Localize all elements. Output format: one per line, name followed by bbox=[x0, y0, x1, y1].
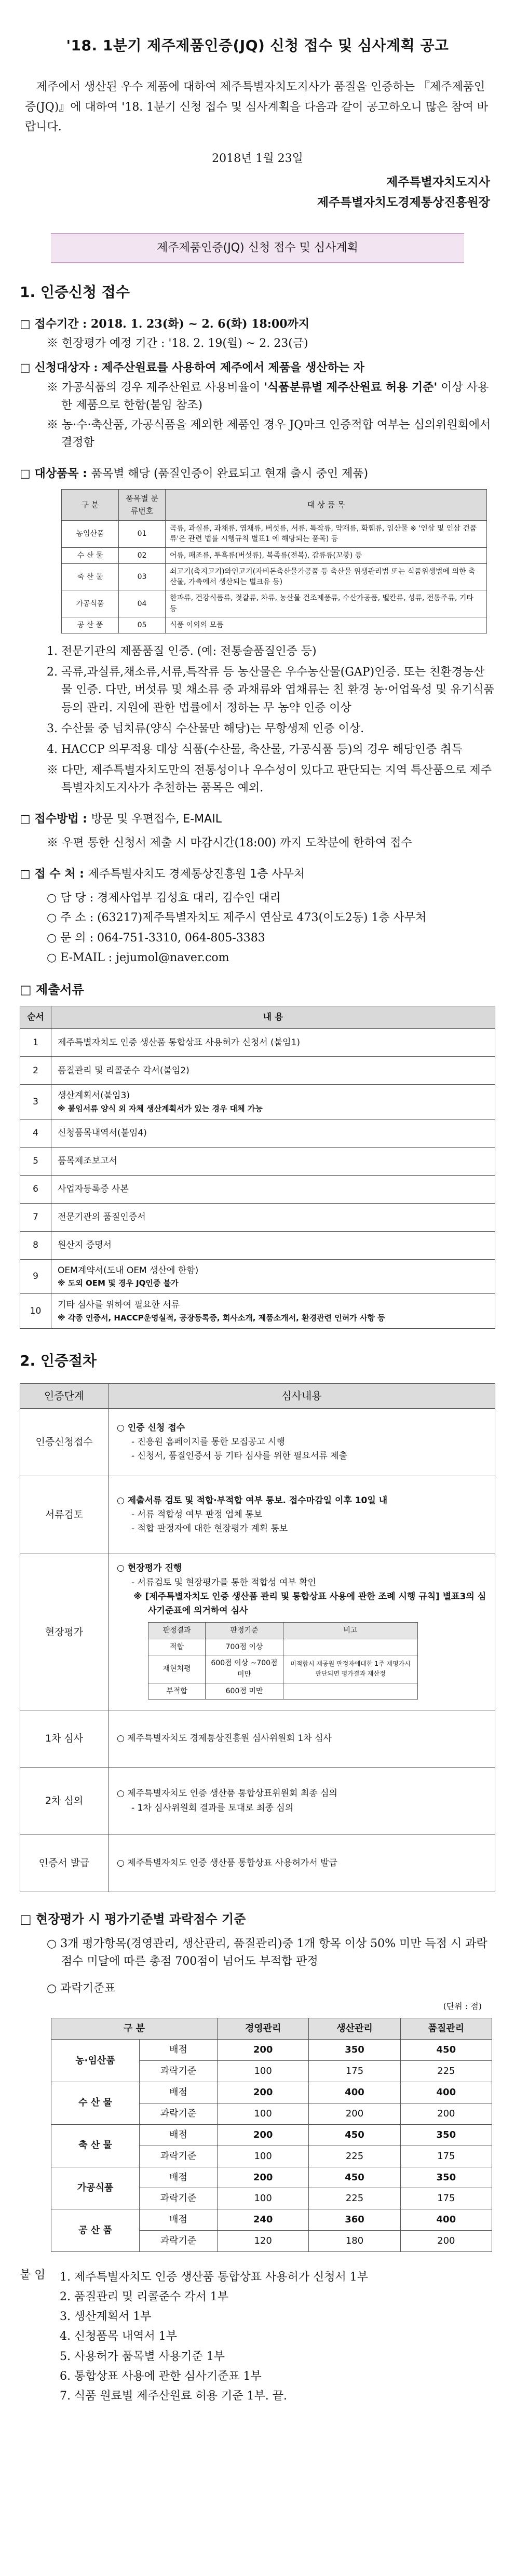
office-contact: ○ 담 당 : 경제사업부 김성효 대리, 김수인 대리 bbox=[47, 892, 281, 905]
score-value: 400 bbox=[309, 2082, 400, 2103]
cat-desc: 쇠고기(축지고기)와인고기(자비돈축산물가공품 등 축산물 위생관리법 또는 식품위생법에 의한 축산물, 가축에서 생산되는 벌크유 등) bbox=[166, 563, 487, 590]
proc-desc bbox=[109, 1768, 495, 1835]
doc-cell bbox=[51, 1175, 495, 1203]
office-address: ○ 주 소 : (63217)제주특별자치도 제주시 연삼로 473(이도2동) 1층 사무처 bbox=[47, 911, 427, 925]
list-item: 3. 생산계획서 1부 bbox=[60, 2310, 152, 2324]
score-value: 200 bbox=[218, 2040, 309, 2061]
office-label: □ 접 수 처 : bbox=[20, 868, 84, 881]
doc-text: 제주특별자치도 인증 생산품 통합상표 사용허가 신청서 (붙임1) bbox=[58, 1037, 301, 1048]
cat-code: 03 bbox=[119, 563, 166, 590]
table-row bbox=[62, 520, 487, 547]
list-item: 3. 수산물 중 넙치류(양식 수산물만 해당)는 무항생제 인증 이상. bbox=[47, 722, 364, 735]
proc-header-content: 심사내용 bbox=[109, 1384, 495, 1409]
score-value: 450 bbox=[309, 2167, 400, 2188]
section-2-heading: 2. 인증절차 bbox=[20, 1352, 97, 1369]
category-table bbox=[61, 489, 487, 633]
score-value: 400 bbox=[400, 2209, 492, 2231]
score-category: 공 산 품 bbox=[51, 2209, 140, 2252]
cutoff-score-table bbox=[51, 2018, 492, 2252]
proc-line: ○ 인증 신청 접수 bbox=[117, 1423, 185, 1434]
table-row bbox=[20, 1476, 495, 1554]
doc-number: 5 bbox=[20, 1147, 51, 1175]
table-row bbox=[20, 1294, 495, 1329]
score-value: 175 bbox=[400, 2146, 492, 2167]
items-value: 품목별 해당 (품질인증이 완료되고 현재 출시 중인 제품) bbox=[91, 467, 369, 481]
score-kind: 배점 bbox=[140, 2040, 218, 2061]
cat-code: 04 bbox=[119, 590, 166, 617]
cat-name: 가공식품 bbox=[62, 590, 119, 617]
eval-header-note: 비고 bbox=[283, 1623, 418, 1639]
method-label: □ 접수방법 : bbox=[20, 813, 87, 826]
score-value: 240 bbox=[218, 2209, 309, 2231]
doc-cell bbox=[51, 1057, 495, 1085]
eval-result: 부적합 bbox=[148, 1683, 206, 1699]
doc-number: 1 bbox=[20, 1029, 51, 1057]
score-unit: (단위 : 점) bbox=[443, 2001, 482, 2011]
office-phone: ○ 문 의 : 064-751-3310, 064-805-3383 bbox=[47, 931, 265, 945]
table-row bbox=[20, 1409, 495, 1476]
score-value: 200 bbox=[309, 2103, 400, 2124]
table-row bbox=[62, 547, 487, 563]
table-row bbox=[51, 2040, 492, 2061]
proc-desc bbox=[109, 1554, 495, 1710]
target-note-1-text-a: ※ 가공식품의 경우 제주산원료 사용비율이 bbox=[47, 381, 264, 394]
attachments-label: 붙 임 bbox=[20, 2269, 46, 2282]
doc-cell bbox=[51, 1231, 495, 1259]
score-kind: 배점 bbox=[140, 2082, 218, 2103]
score-value: 175 bbox=[400, 2188, 492, 2209]
docs-header-content: 내 용 bbox=[51, 1006, 495, 1028]
score-value: 175 bbox=[309, 2061, 400, 2082]
doc-text: 신청품목내역서(붙임4) bbox=[58, 1128, 147, 1139]
table-row bbox=[20, 1057, 495, 1085]
cat-code: 02 bbox=[119, 547, 166, 563]
attachments-list bbox=[60, 2267, 485, 2407]
cat-name: 축 산 물 bbox=[62, 563, 119, 590]
doc-text: 사업자등록증 사본 bbox=[58, 1184, 129, 1195]
proc-desc bbox=[109, 1476, 495, 1554]
cat-code: 05 bbox=[119, 617, 166, 633]
score-value: 350 bbox=[400, 2124, 492, 2146]
score-kind: 과락기준 bbox=[140, 2103, 218, 2124]
score-category: 가공식품 bbox=[51, 2167, 140, 2209]
table-row bbox=[20, 1835, 495, 1892]
score-kind: 과락기준 bbox=[140, 2188, 218, 2209]
cat-desc: 어류, 패조류, 투흑류(버섯류), 복족류(전복), 갑류류(꼬붕) 등 bbox=[166, 547, 487, 563]
proc-desc bbox=[109, 1835, 495, 1892]
proc-step: 현장평가 bbox=[20, 1554, 109, 1710]
table-row bbox=[148, 1655, 418, 1683]
period-value: 2018. 1. 23(화) ~ 2. 6(화) 18:00까지 bbox=[90, 317, 310, 331]
table-row bbox=[20, 1175, 495, 1203]
cat-code: 01 bbox=[119, 520, 166, 547]
score-category: 축 산 물 bbox=[51, 2124, 140, 2167]
intro-paragraph: 제주에서 생산된 우수 제품에 대하여 제주특별자치도지사가 품질을 인증하는 『제주제품인증(JQ)』에 대하여 '18. 1분기 신청 접수 및 심사계획을 다음과 같이 공고하오니 많은 참여 바랍니다. bbox=[25, 80, 489, 134]
proc-line: - 진흥원 홈페이지를 통한 모집공고 시행 bbox=[131, 1437, 285, 1448]
doc-text: 기타 심사를 위하여 필요한 서류 bbox=[58, 1300, 180, 1311]
proc-line: - 적합 판정자에 대한 현장평가 계획 통보 bbox=[131, 1523, 288, 1534]
cat-name: 농임산품 bbox=[62, 520, 119, 547]
proc-line: - 서류검토 및 현장평가를 통한 적합성 여부 확인 bbox=[131, 1577, 316, 1588]
doc-number: 6 bbox=[20, 1175, 51, 1203]
table-row bbox=[20, 1029, 495, 1057]
requirements-list bbox=[20, 643, 495, 797]
eval-result: 재현처평 bbox=[148, 1655, 206, 1683]
method-note: ※ 우편 통한 신청서 제출 시 마감시간(18:00) 까지 도착분에 한하여 접수 bbox=[47, 837, 412, 850]
section-1-heading: 1. 인증신청 접수 bbox=[20, 284, 130, 301]
proc-desc bbox=[109, 1710, 495, 1768]
score-category: 수 산 물 bbox=[51, 2082, 140, 2125]
table-row bbox=[62, 563, 487, 590]
proc-line: ○ 제주특별자치도 경제통상진흥원 심사위원회 1차 심사 bbox=[117, 1733, 332, 1744]
score-value: 225 bbox=[309, 2146, 400, 2167]
score-value: 350 bbox=[309, 2040, 400, 2061]
method-line bbox=[20, 811, 495, 828]
eval-header-result: 판정결과 bbox=[148, 1623, 206, 1639]
score-value: 450 bbox=[400, 2040, 492, 2061]
cat-desc: 식품 이외의 모품 bbox=[166, 617, 487, 633]
target-note-1-text-b: '식품분류별 제주산원료 허용 기준' bbox=[264, 380, 438, 394]
list-item: 1. 전문기관의 제품품질 인증. (예: 전통술품질인증 등) bbox=[47, 645, 317, 658]
proc-line: ※ [제주특별자치도 인증 생산품 관리 및 통합상표 사용에 관한 조례 시행 규칙] 별표3의 심사기준표에 의거하여 심사 bbox=[133, 1591, 486, 1616]
office-line bbox=[20, 866, 495, 883]
doc-note: ※ 붙임서류 양식 외 자체 생산계획서가 있는 경우 대체 가능 bbox=[58, 1103, 263, 1113]
table-row bbox=[20, 1231, 495, 1259]
score-subheading: ○ 과락기준표 bbox=[47, 1982, 116, 1995]
score-value: 120 bbox=[218, 2231, 309, 2252]
score-value: 100 bbox=[218, 2103, 309, 2124]
procedure-table bbox=[20, 1383, 495, 1892]
table-row bbox=[20, 1085, 495, 1120]
score-kind: 과락기준 bbox=[140, 2061, 218, 2082]
eval-criteria: 600점 이상 ~700점 미만 bbox=[206, 1655, 283, 1683]
score-kind: 과락기준 bbox=[140, 2231, 218, 2252]
score-value: 100 bbox=[218, 2146, 309, 2167]
list-item: 6. 통합상표 사용에 관한 심사기준표 1부 bbox=[60, 2369, 262, 2383]
table-row bbox=[20, 1147, 495, 1175]
doc-cell bbox=[51, 1294, 495, 1329]
period-line bbox=[20, 315, 495, 333]
doc-note: ※ 도외 OEM 및 경우 JQ인증 불가 bbox=[58, 1278, 179, 1288]
table-row bbox=[148, 1683, 418, 1699]
proc-line: ○ 현장평가 진행 bbox=[117, 1563, 182, 1574]
doc-cell bbox=[51, 1029, 495, 1057]
score-value: 225 bbox=[309, 2188, 400, 2209]
issuer-block bbox=[20, 172, 490, 212]
table-row bbox=[62, 590, 487, 617]
score-header-management: 경영관리 bbox=[218, 2018, 309, 2040]
period-label: □ 접수기간 : bbox=[20, 317, 87, 331]
score-kind: 배점 bbox=[140, 2124, 218, 2146]
proc-line: ○ 제주특별자치도 인증 생산품 통합상표위원회 최종 심의 bbox=[117, 1788, 337, 1799]
docs-heading: □ 제출서류 bbox=[20, 982, 84, 997]
eval-header-criteria: 판정기준 bbox=[206, 1623, 283, 1639]
table-row bbox=[20, 1554, 495, 1710]
doc-text: 전문기관의 품질인증서 bbox=[58, 1212, 146, 1223]
doc-cell bbox=[51, 1203, 495, 1231]
score-value: 450 bbox=[309, 2124, 400, 2146]
proc-desc bbox=[109, 1409, 495, 1476]
score-header-production: 생산관리 bbox=[309, 2018, 400, 2040]
cat-header-items: 대 상 품 목 bbox=[166, 490, 487, 521]
doc-text: 품목제조보고서 bbox=[58, 1156, 117, 1167]
doc-number: 7 bbox=[20, 1203, 51, 1231]
issuer-agency: 제주특별자치도경제통상진흥원장 bbox=[317, 195, 490, 210]
proc-step: 1차 심사 bbox=[20, 1710, 109, 1768]
eval-result: 적합 bbox=[148, 1639, 206, 1655]
period-note: ※ 현장평가 예정 기간 : '18. 2. 19(월) ~ 2. 23(금) bbox=[47, 336, 308, 350]
score-category: 농·임산품 bbox=[51, 2040, 140, 2082]
score-value: 200 bbox=[218, 2082, 309, 2103]
document-title: '18. 1분기 제주제품인증(JQ) 신청 접수 및 심사계획 공고 bbox=[66, 37, 449, 54]
eval-note bbox=[283, 1639, 418, 1655]
score-value: 350 bbox=[400, 2167, 492, 2188]
target-note-1-text-c: 이상 사용한 제품으로 한함(붙임 참조) bbox=[61, 381, 489, 412]
target-note-2: ※ 농·수·축산품, 가공식품을 제외한 제품인 경우 JQ마크 인증적합 여부는 심의위원회에서 결정함 bbox=[47, 419, 491, 450]
list-item: 5. 사용허가 품목별 사용기준 1부 bbox=[60, 2350, 225, 2363]
office-value: 제주특별자치도 경제통상진흥원 1층 사무처 bbox=[88, 868, 305, 881]
table-row bbox=[62, 617, 487, 633]
documents-table bbox=[20, 1006, 495, 1329]
items-line bbox=[20, 465, 495, 483]
table-row bbox=[20, 1259, 495, 1294]
score-description: ○ 3개 평가항목(경영관리, 생산관리, 품질관리)중 1개 항목 이상 50% 미만 득점 시 과락점수 미달에 따른 총점 700점이 넘어도 부적합 판정 bbox=[47, 1937, 487, 1968]
eval-criteria: 600점 미만 bbox=[206, 1683, 283, 1699]
table-row bbox=[51, 2082, 492, 2103]
score-value: 180 bbox=[309, 2231, 400, 2252]
target-note-1 bbox=[20, 379, 495, 414]
table-row bbox=[51, 2209, 492, 2231]
cat-name: 공 산 품 bbox=[62, 617, 119, 633]
doc-number: 4 bbox=[20, 1119, 51, 1147]
score-value: 200 bbox=[218, 2167, 309, 2188]
cat-name: 수 산 물 bbox=[62, 547, 119, 563]
items-label: □ 대상품목 : bbox=[20, 467, 87, 481]
doc-number: 9 bbox=[20, 1259, 51, 1294]
proc-line: - 서류 적합성 여부 판정 업체 통보 bbox=[131, 1509, 263, 1520]
doc-cell bbox=[51, 1147, 495, 1175]
proc-step: 2차 심의 bbox=[20, 1768, 109, 1835]
proc-step: 인증신청접수 bbox=[20, 1409, 109, 1476]
doc-number: 10 bbox=[20, 1294, 51, 1329]
table-row bbox=[20, 1710, 495, 1768]
cat-header-code: 품목별 분류번호 bbox=[119, 490, 166, 521]
list-item: 7. 식품 원료별 제주산원료 허용 기준 1부. 끝. bbox=[60, 2389, 287, 2403]
proc-line: - 1차 심사위원회 결과를 토대로 최종 심의 bbox=[131, 1802, 294, 1813]
table-row bbox=[20, 1203, 495, 1231]
eval-note: 미적합시 재공원 판정자에대한 1주 재평가시 판단되면 평가결과 재산정 bbox=[283, 1655, 418, 1683]
doc-text: 품질관리 및 리콜준수 각서(붙임2) bbox=[58, 1065, 189, 1076]
doc-cell bbox=[51, 1119, 495, 1147]
list-item: 4. HACCP 의무적용 대상 식품(수산물, 축산물, 가공식품 등)의 경우 해당인증 취득 bbox=[47, 743, 463, 756]
score-value: 360 bbox=[309, 2209, 400, 2231]
table-row bbox=[51, 2124, 492, 2146]
proc-step: 서류검토 bbox=[20, 1476, 109, 1554]
list-item: 2. 품질관리 및 리콜준수 각서 1부 bbox=[60, 2290, 228, 2304]
proc-header-stage: 인증단계 bbox=[20, 1384, 109, 1409]
announcement-date: 2018년 1월 23일 bbox=[212, 152, 303, 165]
target-value: 제주산원료를 사용하여 제주에서 제품을 생산하는 자 bbox=[102, 360, 365, 374]
method-value: 방문 및 우편접수, E-MAIL bbox=[91, 813, 222, 826]
score-value: 400 bbox=[400, 2082, 492, 2103]
doc-cell bbox=[51, 1259, 495, 1294]
score-value: 100 bbox=[218, 2188, 309, 2209]
doc-text: OEM계약서(도내 OEM 생산에 한함) bbox=[58, 1265, 199, 1276]
list-item: ※ 다만, 제주특별자치도만의 전통성이나 우수성이 있다고 판단되는 지역 특산품으로 제주특별자치도지사가 추천하는 품목은 예외. bbox=[47, 763, 492, 794]
score-value: 200 bbox=[400, 2231, 492, 2252]
score-value: 100 bbox=[218, 2061, 309, 2082]
score-kind: 배점 bbox=[140, 2209, 218, 2231]
cat-desc: 한과류, 건강식품류, 젓갈류, 차류, 농산물 건조제품류, 수산가공품, 벨칸류, 성류, 전통주류, 기타 등 bbox=[166, 590, 487, 617]
eval-note bbox=[283, 1683, 418, 1699]
issuer-governor: 제주특별자치도지사 bbox=[386, 174, 490, 189]
table-row bbox=[51, 2167, 492, 2188]
proc-line: ○ 제출서류 검토 및 적합·부적합 여부 통보. 접수마감일 이후 10일 내 bbox=[117, 1495, 388, 1506]
attachments-block bbox=[20, 2267, 495, 2407]
score-kind: 배점 bbox=[140, 2167, 218, 2188]
score-value: 200 bbox=[218, 2124, 309, 2146]
doc-note: ※ 각종 인증서, HACCP운영실적, 공장등록증, 회사소개, 제품소개서, 환경관련 인허가 사항 등 bbox=[58, 1313, 385, 1323]
cat-header-division: 구 분 bbox=[62, 490, 119, 521]
section-banner: 제주제품인증(JQ) 신청 접수 및 심사계획 bbox=[51, 233, 464, 263]
score-header-quality: 품질관리 bbox=[400, 2018, 492, 2040]
eval-criteria: 700점 이상 bbox=[206, 1639, 283, 1655]
table-row bbox=[148, 1639, 418, 1655]
office-email: ○ E-MAIL : jejumol@naver.com bbox=[47, 951, 229, 964]
score-value: 225 bbox=[400, 2061, 492, 2082]
proc-line: ○ 제주특별자치도 인증 생산품 통합상표 사용허가서 발급 bbox=[117, 1858, 337, 1868]
docs-header-order: 순서 bbox=[20, 1006, 51, 1028]
target-label: □ 신청대상자 : bbox=[20, 360, 98, 374]
doc-number: 8 bbox=[20, 1231, 51, 1259]
list-item: 1. 제주특별자치도 인증 생산품 통합상표 사용허가 신청서 1부 bbox=[60, 2271, 368, 2284]
table-row bbox=[20, 1119, 495, 1147]
doc-text: 생산계획서(붙임3) bbox=[58, 1090, 130, 1101]
evaluation-criteria-table bbox=[148, 1622, 418, 1700]
doc-text: 원산지 증명서 bbox=[58, 1240, 112, 1251]
score-value: 200 bbox=[400, 2103, 492, 2124]
score-heading: □ 현장평가 시 평가기준별 과락점수 기준 bbox=[20, 1912, 246, 1927]
score-kind: 과락기준 bbox=[140, 2146, 218, 2167]
target-line bbox=[20, 359, 495, 376]
cat-desc: 곡류, 과실류, 과채류, 엽채류, 버섯류, 서류, 특작류, 약재류, 화훼류, 임산물 ※ '인삼 및 인삼 건품류'은 관련 법률 시행규칙 별표1 에 해당되는 품목) 등 bbox=[166, 520, 487, 547]
doc-number: 2 bbox=[20, 1057, 51, 1085]
table-row bbox=[20, 1768, 495, 1835]
score-header-division: 구 분 bbox=[51, 2018, 218, 2040]
list-item: 4. 신청품목 내역서 1부 bbox=[60, 2330, 177, 2343]
proc-step: 인증서 발급 bbox=[20, 1835, 109, 1892]
doc-cell bbox=[51, 1085, 495, 1120]
list-item: 2. 곡류,과실류,채소류,서류,특작류 등 농산물은 우수농산물(GAP)인증. 또는 친환경농산물 인증. 다만, 버섯류 및 채소류 중 과채류와 엽채류는 친 환경 농·어업육성 및 유기식품 등의 관리. 지원에 관한 법률에서 정하는 무 농약 인증 이상 bbox=[47, 666, 495, 714]
doc-number: 3 bbox=[20, 1085, 51, 1120]
proc-line: - 신청서, 품질인증서 등 기타 심사를 위한 필요서류 제출 bbox=[131, 1451, 348, 1462]
